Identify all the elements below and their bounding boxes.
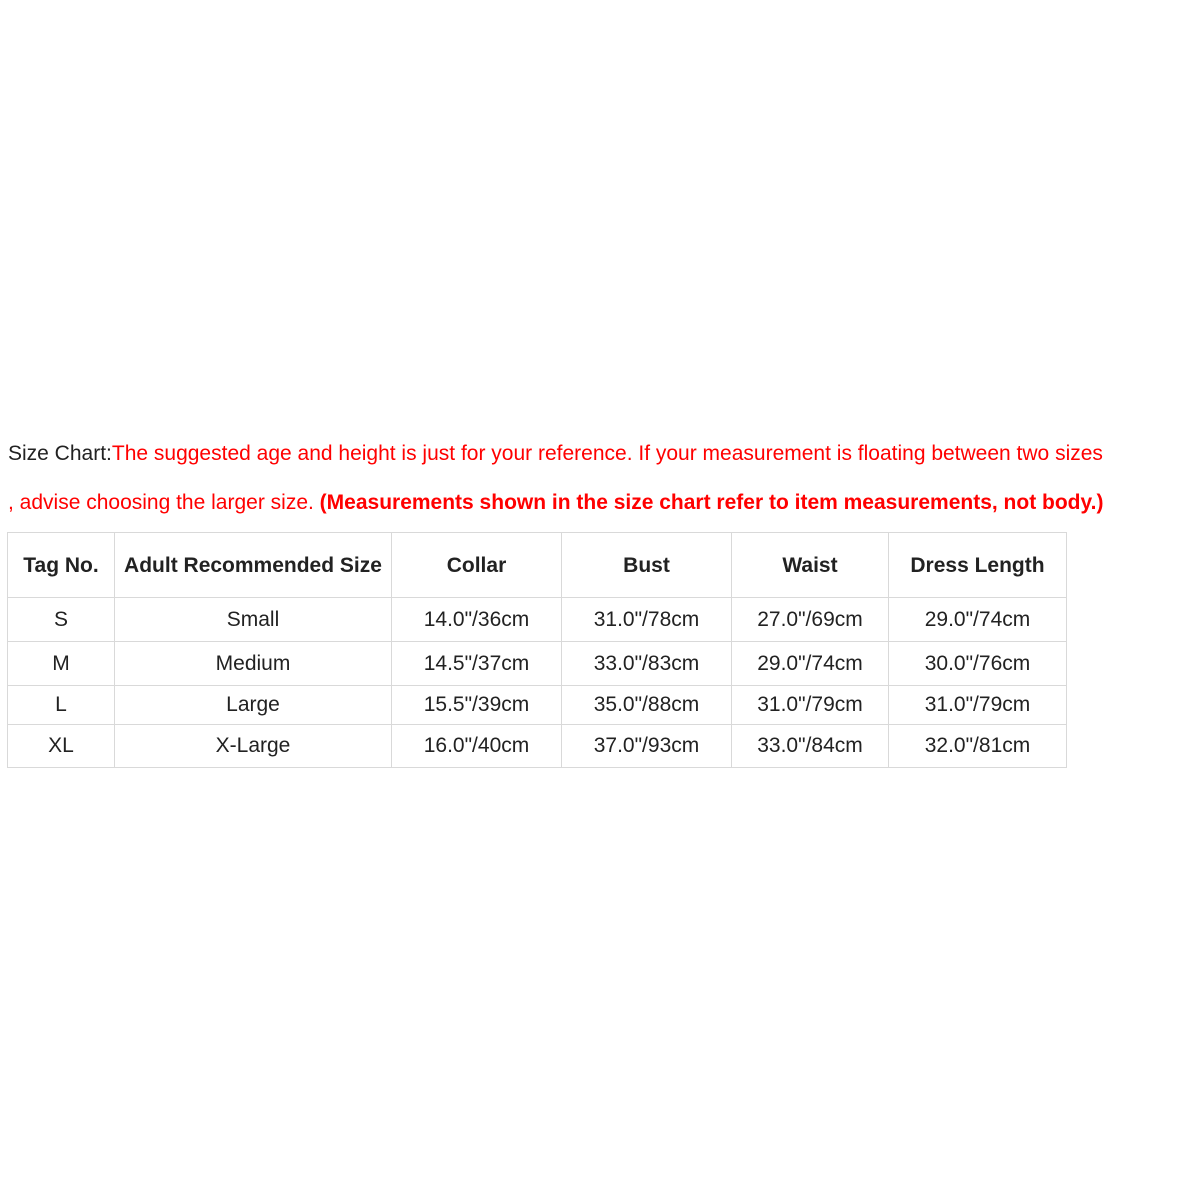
cell-dress-length: 32.0"/81cm xyxy=(889,725,1067,768)
header-tag-no: Tag No. xyxy=(8,533,115,598)
table-row xyxy=(8,642,1067,686)
advice-note: , advise choosing the larger size. xyxy=(8,491,320,514)
size-chart-intro xyxy=(8,429,1196,527)
header-recommended-size: Adult Recommended Size xyxy=(115,533,392,598)
intro-line-2 xyxy=(8,478,1196,527)
cell-collar: 14.0"/36cm xyxy=(392,598,562,642)
cell-collar: 14.5"/37cm xyxy=(392,642,562,686)
reference-note: The suggested age and height is just for your reference. If your measurement is floating between two sizes xyxy=(111,442,1103,465)
cell-bust: 31.0"/78cm xyxy=(562,598,732,642)
header-dress-length: Dress Length xyxy=(889,533,1067,598)
header-collar: Collar xyxy=(392,533,562,598)
cell-waist: 29.0"/74cm xyxy=(732,642,889,686)
intro-line-1 xyxy=(8,429,1196,478)
table-row xyxy=(8,686,1067,725)
header-waist: Waist xyxy=(732,533,889,598)
cell-bust: 35.0"/88cm xyxy=(562,686,732,725)
cell-waist: 27.0"/69cm xyxy=(732,598,889,642)
cell-collar: 16.0"/40cm xyxy=(392,725,562,768)
cell-dress-length: 30.0"/76cm xyxy=(889,642,1067,686)
size-chart-label: Size Chart: xyxy=(8,442,112,465)
header-bust: Bust xyxy=(562,533,732,598)
cell-bust: 37.0"/93cm xyxy=(562,725,732,768)
cell-size: X-Large xyxy=(115,725,392,768)
cell-tag: M xyxy=(8,642,115,686)
cell-collar: 15.5"/39cm xyxy=(392,686,562,725)
cell-dress-length: 31.0"/79cm xyxy=(889,686,1067,725)
size-table xyxy=(7,532,1067,768)
cell-size: Small xyxy=(115,598,392,642)
cell-tag: S xyxy=(8,598,115,642)
cell-waist: 33.0"/84cm xyxy=(732,725,889,768)
table-row xyxy=(8,725,1067,768)
measurement-note: (Measurements shown in the size chart refer to item measurements, not body.) xyxy=(319,491,1104,514)
cell-size: Large xyxy=(115,686,392,725)
cell-waist: 31.0"/79cm xyxy=(732,686,889,725)
cell-tag: XL xyxy=(8,725,115,768)
cell-size: Medium xyxy=(115,642,392,686)
table-header-row xyxy=(8,533,1067,598)
cell-dress-length: 29.0"/74cm xyxy=(889,598,1067,642)
cell-bust: 33.0"/83cm xyxy=(562,642,732,686)
cell-tag: L xyxy=(8,686,115,725)
table-row xyxy=(8,598,1067,642)
